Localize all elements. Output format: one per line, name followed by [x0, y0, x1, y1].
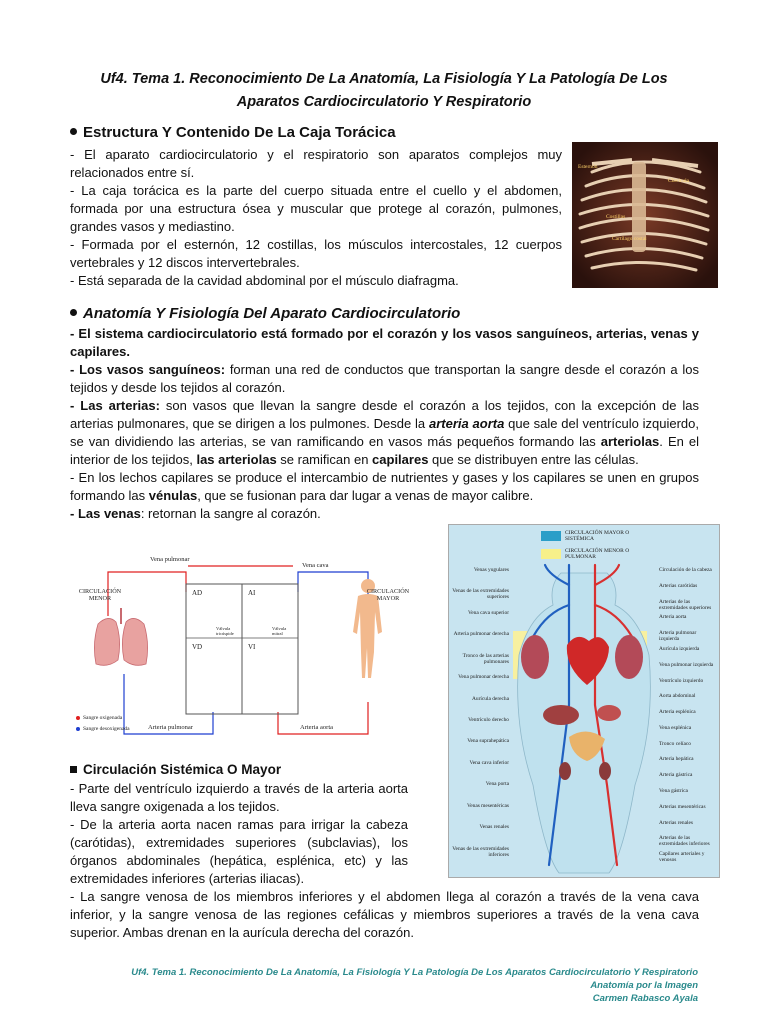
page-footer — [131, 966, 698, 1005]
circulation-label: Vena suprahepática — [467, 738, 509, 745]
circulation-label: Vena cava inferior — [469, 759, 509, 766]
section-1-body — [70, 146, 562, 290]
title-line-1: Uf4. Tema 1. Reconocimiento De La Anatomía, La Fisiología Y La Patología De Los — [100, 71, 668, 87]
section-2-p2: - Los vasos sanguíneos: forman una red de conductos que transportan la sangre desde el corazón a los tejidos y desde los tejidos al corazón. — [70, 362, 699, 395]
circulation-label: Arteria pulmonar izquierda — [659, 630, 697, 643]
circulation-label: Arteria pulmonar derecha — [453, 631, 509, 638]
section-2-p1: - El sistema cardiocirculatorio está formado por el corazón y los vasos sanguíneos, arterias, venas y capilares. — [70, 326, 699, 359]
bullet-icon — [70, 309, 77, 316]
footer-line-2: Anatomía por la Imagen — [590, 980, 698, 991]
label-circulacion-mayor: CIRCULACIÓN MAYOR — [366, 588, 410, 602]
footer-line-1: Uf4. Tema 1. Reconocimiento De La Anatomía, La Fisiología Y La Patología De Los Aparatos Cardiocirculatorio Y Respiratorio — [131, 967, 698, 978]
circulation-label: Arterias renales — [659, 819, 693, 826]
circulation-label: Tronco de las arterias pulmonares — [462, 652, 509, 665]
circulation-label: Vena esplénica — [659, 724, 692, 731]
circulation-label: Arteria gástrica — [659, 772, 693, 779]
section-1-p1: - El aparato cardiocirculatorio y el respiratorio son aparatos complejos muy relacionados entre sí. — [70, 147, 562, 180]
circulation-figure — [448, 524, 720, 878]
legend-circulacion-menor: CIRCULACIÓN MENOR O PULMONAR — [565, 548, 630, 560]
label-ad: AD — [192, 589, 203, 597]
circulation-label: Venas renales — [479, 824, 509, 831]
circulation-label: Aurícula izquierda — [659, 645, 700, 652]
circulation-label: Vena cava superior — [467, 609, 509, 616]
label-valvula-mitral: Válvula mitral — [272, 626, 287, 636]
heart-circulation-diagram — [68, 552, 420, 748]
ribcage-label-cartilago: Cartílago costal — [612, 236, 647, 242]
circulation-label: Venas de las extremidades inferiores — [452, 845, 509, 858]
label-valvula-tricuspide: Válvula tricúspide — [216, 626, 234, 636]
ribcage-image — [572, 142, 718, 288]
circulation-label: Arterias mesentéricas — [659, 803, 706, 810]
section-3-p3: - La sangre venosa de los miembros inferiores y el abdomen llega al corazón a través de la vena cava inferior, y la sangre venosa de las regiones cefálicas y miembros superiores a través de la vena cava superior. Ambas drenan en la aurícula derecha del corazón. — [70, 889, 699, 940]
ribcage-label-clavicula: Clavícula — [668, 178, 690, 184]
label-arteria-aorta: Arteria aorta — [300, 724, 334, 731]
label-arteria-pulmonar: Arteria pulmonar — [148, 724, 193, 731]
ribcage-label-costillas: Costillas — [606, 214, 626, 220]
section-2-heading: Anatomía Y Fisiología Del Aparato Cardiocirculatorio — [70, 305, 460, 322]
label-vd: VD — [192, 643, 203, 651]
circulation-label: Venas yugulares — [473, 567, 509, 573]
section-1-p4: - Está separada de la cavidad abdominal por el músculo diafragma. — [70, 273, 459, 288]
circulation-label: Aorta abdominal — [659, 693, 696, 700]
section-1-p2: - La caja torácica es la parte del cuerpo situada entre el cuello y el abdomen, formada por una estructura ósea y muscular que protege al corazón, pulmones, grandes vasos y mediastino. — [70, 183, 562, 234]
label-vena-pulmonar: Vena pulmonar — [150, 556, 190, 563]
section-3-p2: - De la arteria aorta nacen ramas para irrigar la cabeza (carótidas), extremidades superiores (subclavias), los órganos abdominales (hepática, esplénica, etc) y las extremidades inferiores (arterias iliacas). — [70, 817, 408, 886]
ribcage-label-esternon: Esternón — [578, 164, 598, 170]
circulation-label: Circulación de la cabeza — [659, 567, 712, 573]
circulation-label: Vena pulmonar derecha — [458, 674, 509, 681]
circulation-label: Arterias de las extremidades superiores — [659, 598, 712, 611]
circulation-label: Tronco celíaco — [659, 740, 691, 747]
section-3-heading: Circulación Sistémica O Mayor — [70, 762, 281, 777]
footer-line-3: Carmen Rabasco Ayala — [592, 993, 698, 1004]
circulation-label: Vena gástrica — [659, 788, 688, 795]
circulation-label: Arteria hepática — [659, 756, 694, 763]
section-2-p3: - Las arterias: son vasos que llevan la sangre desde el corazón a los tejidos, con la excepción de las arterias pulmonares, que se dirigen a los pulmones. Desde la arteria aorta que sale del ventrículo izquierdo, se van dividiendo las arterias, se van ramificando en vasos más pequeños formando las arteriolas. En el interior de los tejidos, las arteriolas se ramifican en capilares que se distribuyen entre las células. — [70, 398, 699, 467]
circulation-label: Vena porta — [485, 781, 509, 788]
legend-circulacion-mayor: CIRCULACIÓN MAYOR O SISTÉMICA — [565, 530, 630, 542]
circulation-label: Ventrículo derecho — [468, 717, 509, 723]
document-title — [60, 68, 708, 114]
section-1-p3: - Formada por el esternón, 12 costillas, los músculos intercostales, 12 cuerpos vertebrales y 12 discos intervertebrales. — [70, 237, 562, 270]
label-ai: AI — [248, 589, 256, 597]
square-bullet-icon — [70, 766, 77, 773]
label-vena-cava: Vena cava — [302, 562, 329, 569]
circulation-label: Vena pulmonar izquierda — [659, 661, 714, 668]
circulation-label: Aurícula derecha — [472, 695, 509, 702]
section-1-heading: Estructura Y Contenido De La Caja Torácica — [70, 124, 396, 141]
legend-sangre-oxigenada: Sangre oxigenada — [83, 715, 123, 721]
bullet-icon — [70, 128, 77, 135]
section-2-body — [70, 325, 699, 523]
circulation-label: Venas mesentéricas — [466, 802, 509, 809]
title-line-2: Aparatos Cardiocirculatorio Y Respiratorio — [236, 94, 532, 110]
section-2-p4: - En los lechos capilares se produce el intercambio de nutrientes y gases y los capilares se unen en grupos formando las vénulas, que se fusionan para dar lugar a venas de mayor calibre. — [70, 470, 699, 503]
circulation-label: Capilares arteriales y venosos — [659, 851, 705, 864]
circulation-label: Arteria esplénica — [659, 709, 696, 716]
label-circulacion-menor: CIRCULACIÓN MENOR — [78, 588, 122, 602]
section-3-body-wide — [70, 888, 699, 942]
section-2-p5: - Las venas: retornan la sangre al corazón. — [70, 506, 321, 521]
circulation-label: Ventrículo izquierdo — [659, 677, 704, 684]
circulation-label: Arteria aorta — [659, 614, 687, 621]
section-3-body-narrow — [70, 780, 408, 888]
circulation-label: Arterias carótidas — [659, 582, 698, 589]
label-vi: VI — [248, 643, 256, 651]
section-3-p1: - Parte del ventrículo izquierdo a través de la arteria aorta lleva sangre oxigenada a los tejidos. — [70, 781, 408, 814]
legend-sangre-desoxigenada: Sangre desoxigenada — [83, 726, 130, 732]
circulation-label: Venas de las extremidades superiores — [452, 588, 509, 601]
circulation-label: Arterias de las extremidades inferiores — [659, 835, 710, 848]
